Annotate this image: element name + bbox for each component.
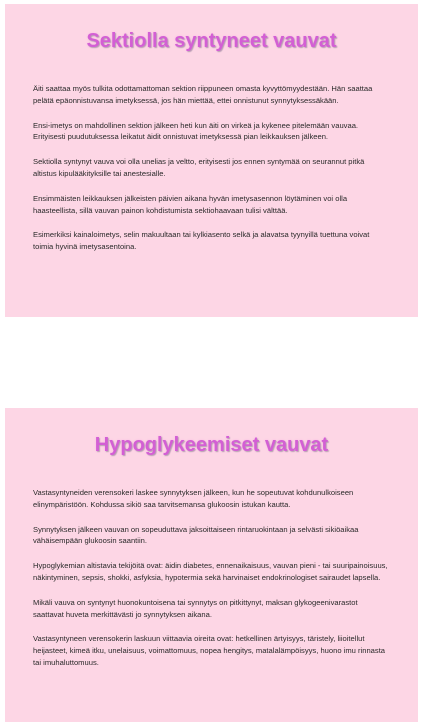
section-title: Hypoglykeemiset vauvat bbox=[94, 434, 329, 456]
paragraph: Mikäli vauva on syntynyt huonokuntoisena tai synnytys on pitkittynyt, maksan glykogeenivarastot saattavat huveta merkittävästi jo synnytyksen aikana. bbox=[33, 597, 358, 619]
paragraph: Esimerkiksi kainaloimetys, selin makuultaan tai kylkiasento selkä ja alavatsa tyynyillä tuettuna voivat toimia hyvinä imetysasentoina. bbox=[33, 230, 370, 252]
section-card-caesarean bbox=[5, 4, 418, 317]
paragraph: Sektiolla syntynyt vauva voi olla unelias ja veltto, erityisesti jos ennen syntymää on seurannut pitkä altistus kipulääkityksille tai anestesialle. bbox=[33, 157, 365, 178]
section-card-hypoglycemic bbox=[5, 408, 418, 722]
paragraph: Vastasyntyneen verensokerin laskuun viittaavia oireita ovat: hetkellinen ärtyisyys, täristely, liioitellut heijasteet, kimeä itku, unelaisuus, voimattomuus, nopea hengitys, matalalämpöisyys, huono imu rinnasta tai imuhaluttomuus. bbox=[33, 634, 386, 667]
paragraph: Äiti saattaa myös tulkita odottamattoman sektion riippuneen omasta kyvyttömyydestään. Hän saattaa pelätä epäonnistuvansa imetyksessä, jos hän miettää, ettei onnistunut synnytyksessäkään. bbox=[33, 84, 373, 105]
paragraph: Vastasyntyneiden verensokeri laskee synnytyksen jälkeen, kun he sopeutuvat kohdunulkoiseen elinympäristöön. Kohdussa sikiö saa tarvitsemansa glukoosin istukan kautta. bbox=[33, 488, 354, 509]
paragraph: Synnytyksen jälkeen vauvan on sopeuduttava jaksoittaiseen rintaruokintaan ja selvästi sikiöaikaa vähäisempään glukoosin saantiin. bbox=[33, 524, 359, 546]
paragraph: Hypoglykemian altistavia tekijöitä ovat: äidin diabetes, ennenaikaisuus, vauvan pieni - tai suuripainoisuus, näkintyminen, sepsis, shokki, asfyksia, hypotermia sekä harvinaiset endokrinologiset sairaudet lapsella. bbox=[33, 561, 388, 582]
section-title: Sektiolla syntyneet vauvat bbox=[86, 30, 337, 52]
paragraph: Ensimmäisten leikkauksen jälkeisten päivien aikana hyvän imetysasennon löytäminen voi olla haasteellista, sillä vauvan painon kohdistumista sektiohaavaan tulisi välttää. bbox=[33, 193, 348, 215]
paragraph: Ensi-imetys on mahdollinen sektion jälkeen heti kun äiti on virkeä ja kykenee pitelemään vauvaa. Erityisesti puudutuksessa leikatut äidit onnistuvat imetyksessä pian leikkauksen jälkeen. bbox=[33, 120, 359, 142]
